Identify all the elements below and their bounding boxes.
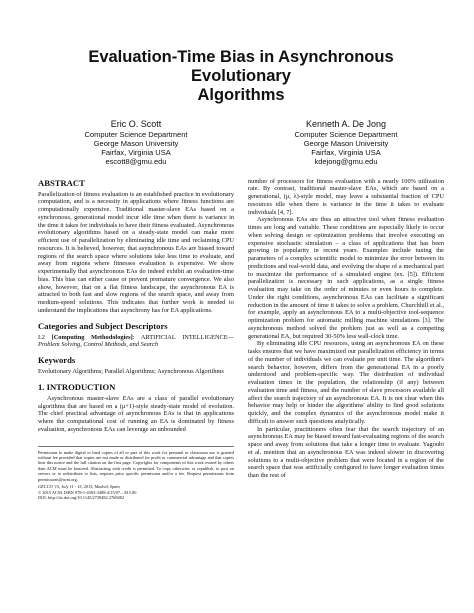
categories-number: I.2 bbox=[38, 333, 45, 341]
author-univ: George Mason University bbox=[303, 138, 389, 148]
author-email[interactable]: escott8@gmu.edu bbox=[105, 156, 167, 166]
right-column bbox=[248, 178, 444, 501]
author-location: Fairfax, Virginia USA bbox=[311, 147, 381, 157]
footnote-copyright: © 2015 ACM. ISBN 978-1-4503-3488-4/15/07....$15.00 bbox=[38, 489, 137, 495]
categories-italic: Problem Solving, Control Methods, and Search bbox=[38, 341, 158, 349]
categories-text bbox=[38, 334, 234, 350]
author-name: Eric O. Scott bbox=[110, 119, 162, 129]
keywords-text: Evolutionary Algorithms; Parallel Algorithms; Asynchronous Algorithms bbox=[38, 368, 224, 375]
author-1 bbox=[51, 119, 221, 166]
author-dept: Computer Science Department bbox=[294, 129, 398, 139]
author-email[interactable]: kdejong@gmu.edu bbox=[314, 156, 378, 166]
permission-footnote bbox=[38, 446, 234, 501]
author-dept: Computer Science Department bbox=[84, 129, 188, 139]
right-paragraph-2: Asynchronous EAs are thus an attractive tool when fitness evaluation times are long and variable. These conditions are especially likely to occur when solving design or optimization problems that involve executing an expensive stochastic simulation – a class of applications that has been growing in popularity in recent years. Examples include tuning the parameters of a complex scientific model to minimize the error between its predictions and real-world data, and evolving the shape of a mechanical part to maximize the performance of a simulated engine (ex. [5]). Efficient parallelization is necessary in such applications, as a single fitness evaluation may take on the order of minutes or even hours to complete. Under the right conditions, asynchronous EAs can facilitate a significant reduction in the amount of time it takes to solve a problem. Churchhill et al., for example, apply an asynchronous EA to a multi-objective tool-sequence optimization problem for automatic milling machine simulations [3]. The asynchronous method solved the problem just as well as a competing generational EA, but required 30-50% less wall-clock time. bbox=[248, 216, 444, 340]
title-line-2: Algorithms bbox=[197, 86, 285, 104]
keywords-heading: Keywords bbox=[38, 355, 76, 365]
introduction-text: Asynchronous master-slave EAs are a class of parallel evolutionary algorithms that are based on a (μ+1)-style steady-state model of evolution. The chief practical advantage of asynchronous EAs is that in applications where the computational cost of running an EA is dominated by fitness evaluation, asynchronous EAs can leverage an unbounded bbox=[38, 394, 234, 433]
author-location: Fairfax, Virginia USA bbox=[101, 147, 171, 157]
right-paragraph-4: In particular, practitioners often fear that the search trajectory of an asynchronous EA may be biased toward fast-evaluating regions of the search space and away from solutions that take a longer time to evaluate. Yagoubi et al. mention that an asynchronous EA was indeed slower in discovering solutions to a multi-objective problem that were located in a region of the search space that was artificially configured to have longer evaluation times than the rest of bbox=[248, 425, 444, 479]
author-block bbox=[38, 119, 444, 166]
author-univ: George Mason University bbox=[93, 138, 179, 148]
introduction-heading: 1. INTRODUCTION bbox=[38, 381, 116, 392]
left-column bbox=[38, 178, 234, 501]
abstract-text: Parallelization of fitness evaluation is an established practice in evolutionary computation, and is a necessity in applications where fitness functions are computationally expensive. Traditional master-slave EAs based on a synchronous, generational model incur idle time when there is variance in the time it takes for individuals to have their fitness evaluated. Asynchronous evolutionary algorithms based on a steady-state model can make more efficient use of parallelization by eliminating idle time and reclaiming CPU resources. It is believed, however, that asynchronous EAs are biased toward regions of the search space where solutions take less time to evaluate, and away from regions where fitnesses evaluation is expensive. We show experimentally that asynchronous EAs do indeed exhibit an evaluation-time bias. This bias can either cause or prevent premature convergence. We also show, however, that on a flat fitness landscape, the asynchronous EA is attracted to both fast and slow regions of the search space, and away from medium-speed solutions. This indicates that further work is needed to understand the implications that asynchrony has for EA applications. bbox=[38, 190, 234, 314]
abstract-heading: ABSTRACT bbox=[38, 177, 85, 188]
categories-bold: [Computing Methodologies] bbox=[51, 333, 133, 341]
right-paragraph-1: number of processors for fitness evaluation with a nearly 100% utilization rate. By contrast, traditional master-slave EAs, which are based on a generational, (μ, λ)-style model, may leave a substantial fraction of CPU resources idle when there is variance in the time it takes to evaluate individuals [4, 7]. bbox=[248, 177, 444, 216]
footnote-doi[interactable]: DOI: http://dx.doi.org/10.1145/2739482.2768482 bbox=[38, 495, 125, 501]
right-paragraph-3: By eliminating idle CPU resources, using an asynchronous EA on these tasks ensures that we have maximized our parallelization efficiency in terms of the number of individuals we can evaluate per unit time. The algorithm's search behavior, however, differs from the generational EA in a poorly understood and problem-specific way. The distribution of individual evaluation times in the population, the relationship (if any) between evaluation time and fitness, and the number of slave processors available all affect the search trajectory of an asynchronous EA. It is not clear when this behavior may help or hinder the algorithms' ability to find good solutions quickly, and the complex dynamics of the asynchronous model make it difficult to answer such questions analytically. bbox=[248, 340, 444, 425]
footnote-conference: GECCO '15, July 11 - 15, 2015, Madrid, Spain bbox=[38, 484, 120, 490]
categories-heading: Categories and Subject Descriptors bbox=[38, 320, 168, 331]
body-columns bbox=[38, 178, 444, 501]
footnote-permission: Permission to make digital or hard copies of all or part of this work for personal or classroom use is granted without fee provided that copies are not made or distributed for profit or commercial advantage and that copies bear this notice and the full citation on the first page. Copyrights for components of this work owned by others than ACM must be honored. Abstracting with credit is permitted. To copy otherwise, or republish, to post on servers or to redistribute to lists, requires prior specific permission and/or a fee. Request permissions from permissions@acm.org. bbox=[38, 449, 234, 482]
paper-title bbox=[38, 48, 444, 105]
title-line-1: Evaluation-Time Bias in Asynchronous Evolutionary bbox=[88, 48, 394, 85]
author-2 bbox=[261, 119, 431, 166]
author-name: Kenneth A. De Jong bbox=[305, 119, 387, 129]
categories-plain: : ARTIFICIAL INTELLIGENCE— bbox=[132, 333, 234, 341]
